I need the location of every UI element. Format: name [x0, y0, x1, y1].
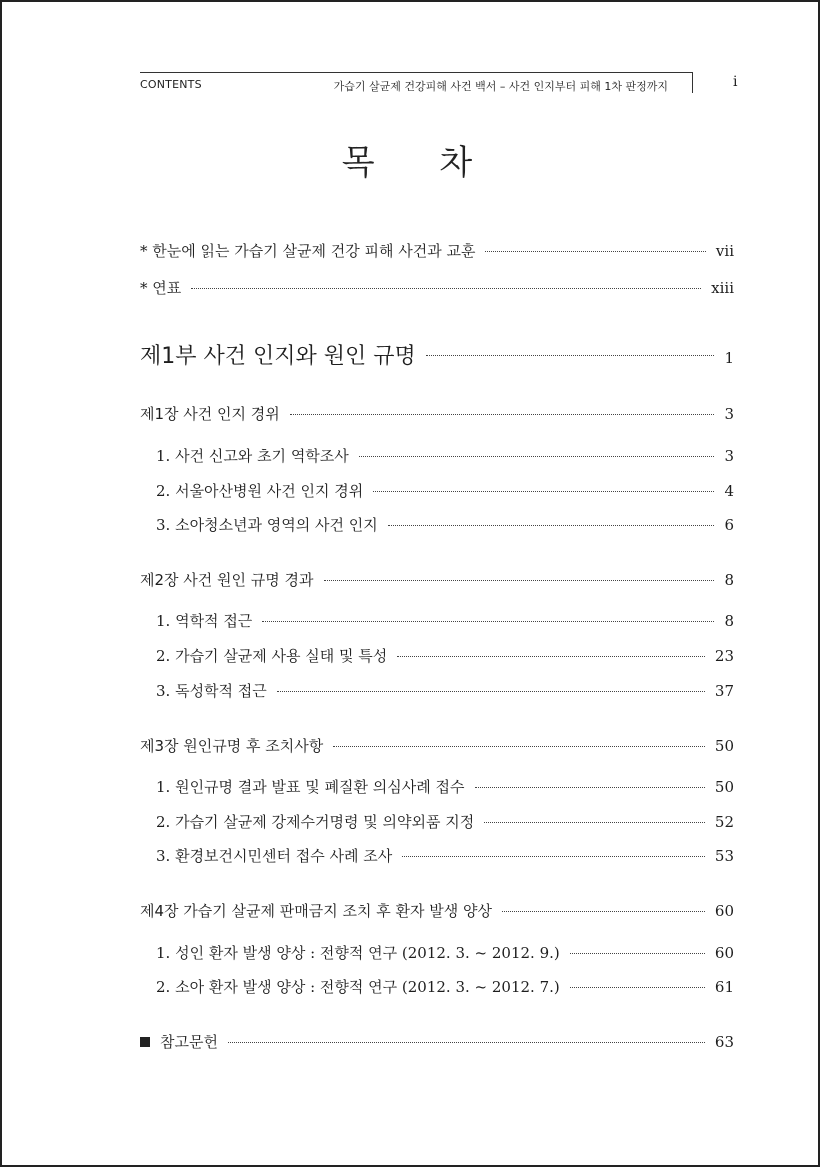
toc-entry-page: 52 [714, 813, 734, 831]
toc-entry-page: 61 [714, 978, 734, 996]
toc-entry-label: 1. 역학적 접근 [156, 612, 253, 630]
toc-entry-page: 63 [714, 1033, 734, 1051]
toc-entry-label: 제4장 가습기 살균제 판매금지 조치 후 환자 발생 양상 [140, 902, 492, 920]
page-title: 목 차 [341, 143, 479, 183]
toc-entry-chapter-1[interactable] [140, 403, 734, 424]
toc-entry-page: 8 [724, 612, 734, 630]
toc-entry-label: 2. 가습기 살균제 강제수거명령 및 의약외품 지정 [156, 813, 475, 831]
dot-leader [397, 656, 705, 657]
toc-entry-page: 53 [714, 847, 734, 865]
dot-leader [262, 621, 714, 622]
toc-entry-section[interactable] [140, 680, 734, 701]
dot-leader [426, 355, 715, 356]
toc-entry-section[interactable] [140, 514, 734, 535]
toc-entry-label: 1. 성인 환자 발생 양상 : 전향적 연구 (2012. 3. ~ 2012. 9.) [156, 944, 560, 962]
toc-entry-label-wrap [140, 1031, 218, 1052]
dot-leader [228, 1042, 705, 1043]
dot-leader [324, 580, 715, 581]
dot-leader [388, 525, 715, 526]
toc-entry-page: 1 [724, 349, 734, 367]
toc-entry-part-1[interactable] [140, 339, 734, 370]
toc-entry-page: 8 [724, 571, 734, 589]
toc-entry-label: 3. 환경보건시민센터 접수 사례 조사 [156, 847, 393, 865]
toc-entry-section[interactable] [140, 776, 734, 797]
toc-entry-page: xiii [711, 279, 734, 297]
toc-entry-label: 3. 소아청소년과 영역의 사건 인지 [156, 516, 378, 534]
page-number: i [733, 74, 738, 90]
toc-entry-label: 1. 원인규명 결과 발표 및 폐질환 의심사례 접수 [156, 778, 465, 796]
toc-entry-section[interactable] [140, 811, 734, 832]
toc-entry-page: 60 [714, 944, 734, 962]
toc-entry-chronology[interactable] [140, 277, 734, 298]
square-bullet-icon [140, 1037, 150, 1047]
toc-entry-section[interactable] [140, 942, 734, 963]
dot-leader [333, 746, 705, 747]
dot-leader [402, 856, 705, 857]
toc-entry-page: 4 [724, 482, 734, 500]
toc-entry-section[interactable] [140, 480, 734, 501]
dot-leader [290, 414, 715, 415]
toc-entry-label: 제1부 사건 인지와 원인 규명 [140, 344, 416, 369]
toc-entry-label: * 한눈에 읽는 가습기 살균제 건강 피해 사건과 교훈 [140, 242, 476, 260]
toc-entry-page: 6 [724, 516, 734, 534]
toc-entry-page: 50 [714, 737, 734, 755]
toc-entry-section[interactable] [140, 610, 734, 631]
toc-entry-section[interactable] [140, 845, 734, 866]
table-of-contents [140, 2, 734, 1102]
toc-entry-label: 3. 독성학적 접근 [156, 682, 267, 700]
toc-entry-summary[interactable] [140, 240, 734, 261]
toc-entry-section[interactable] [140, 976, 734, 997]
toc-entry-page: 3 [724, 447, 734, 465]
toc-entry-label: 제1장 사건 인지 경위 [140, 405, 280, 423]
toc-entry-label: 제3장 원인규명 후 조치사항 [140, 737, 324, 755]
toc-entry-label: 제2장 사건 원인 규명 경과 [140, 571, 314, 589]
dot-leader [570, 953, 705, 954]
dot-leader [359, 456, 715, 457]
toc-entry-references[interactable] [140, 1031, 734, 1052]
toc-entry-page: vii [715, 242, 734, 260]
toc-entry-chapter-4[interactable] [140, 900, 734, 921]
toc-entry-label: 2. 서울아산병원 사건 인지 경위 [156, 482, 364, 500]
toc-entry-label: * 연표 [140, 279, 182, 297]
dot-leader [191, 288, 701, 289]
dot-leader [502, 911, 705, 912]
toc-entry-page: 60 [714, 902, 734, 920]
toc-entry-label: 2. 소아 환자 발생 양상 : 전향적 연구 (2012. 3. ~ 2012. 7.) [156, 978, 560, 996]
toc-entry-section[interactable] [140, 445, 734, 466]
header-book-title: 가습기 살균제 건강피해 사건 백서 – 사건 인지부터 피해 1차 판정까지 [333, 80, 668, 93]
dot-leader [485, 251, 705, 252]
toc-entry-section[interactable] [140, 645, 734, 666]
dot-leader [570, 987, 705, 988]
toc-entry-chapter-3[interactable] [140, 735, 734, 756]
toc-entry-label: 2. 가습기 살균제 사용 실태 및 특성 [156, 647, 388, 665]
dot-leader [277, 691, 705, 692]
toc-entry-label: 1. 사건 신고와 초기 역학조사 [156, 447, 349, 465]
dot-leader [373, 491, 714, 492]
toc-entry-label: 참고문헌 [160, 1033, 218, 1051]
toc-entry-chapter-2[interactable] [140, 569, 734, 590]
toc-entry-page: 50 [714, 778, 734, 796]
toc-entry-page: 3 [724, 405, 734, 423]
toc-entry-page: 23 [714, 647, 734, 665]
dot-leader [475, 787, 705, 788]
dot-leader [484, 822, 705, 823]
header-section-label: CONTENTS [140, 78, 202, 91]
toc-entry-page: 37 [714, 682, 734, 700]
